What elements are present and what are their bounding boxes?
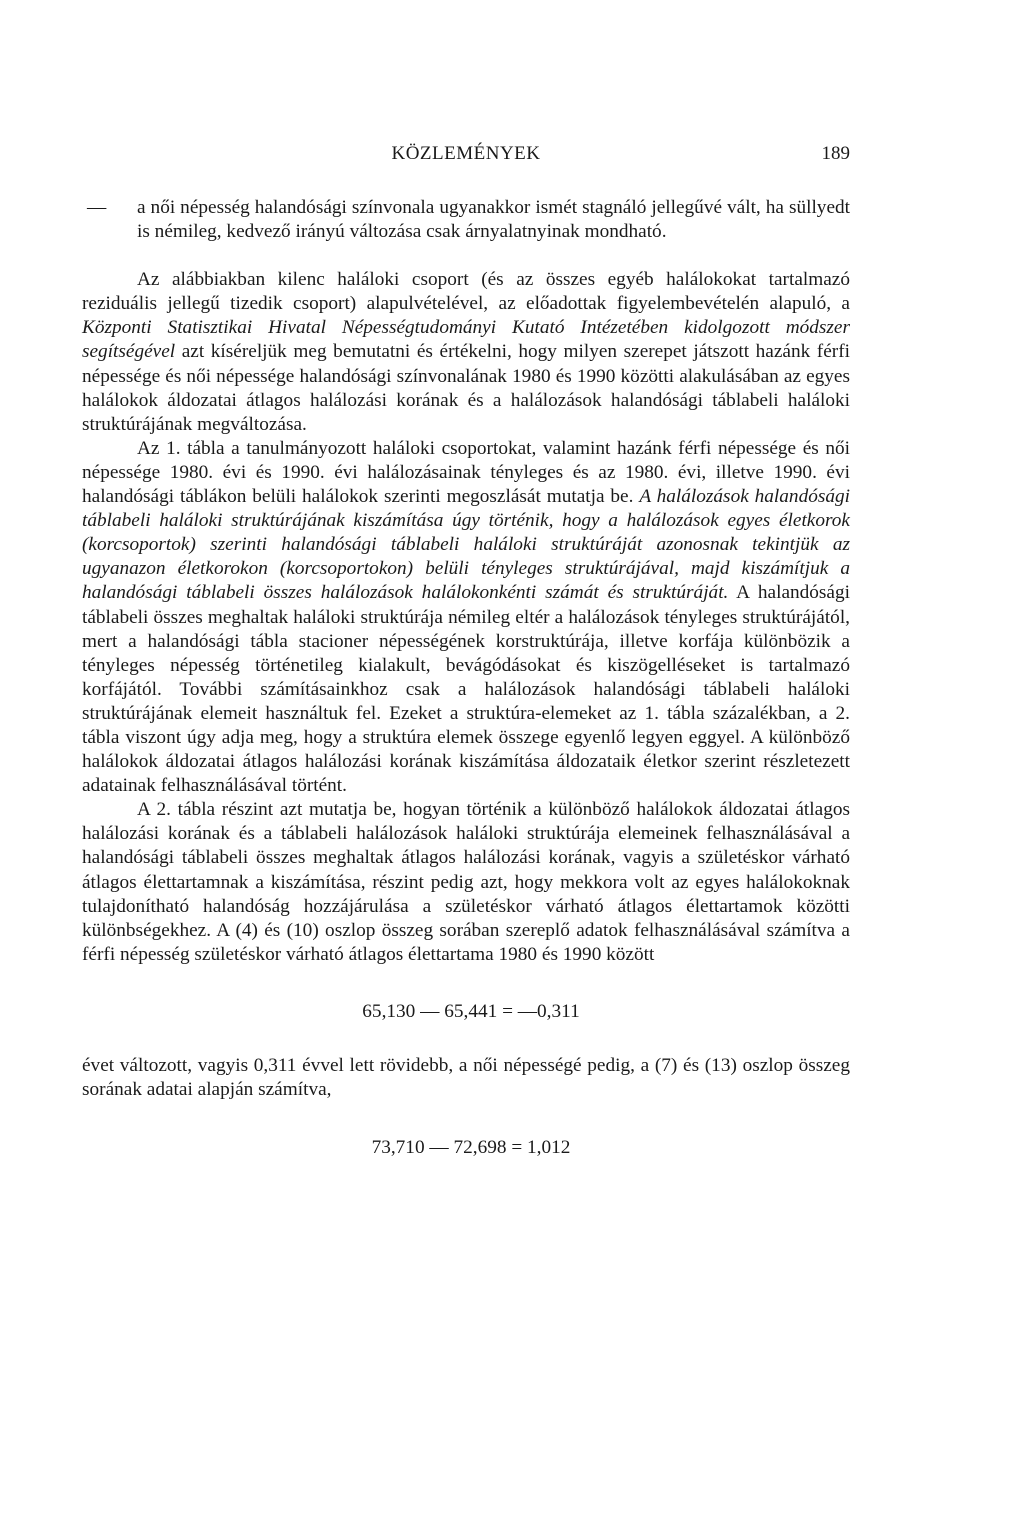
paragraph-1 <box>82 268 850 437</box>
paragraph-1-italic: Központi Statisztikai Hivatal Népességtudományi Kutató Intézetében kidolgozott módszer segítségével <box>82 317 850 363</box>
paragraph-1-text-b: azt kíséreljük meg bemutatni és értékelni, hogy milyen szerepet játszott hazánk férfi népessége és női népessége halandósági színvonalának 1980 és 1990 közötti alakulásában az egyes halálokok áldozatai átlagos halálozási korának és a halálozások halandósági táblabeli haláloki struktúrájának megváltozása. <box>82 341 850 435</box>
paragraph-2 <box>82 437 850 798</box>
paragraph-2-text-b: A halandósági táblabeli összes meghaltak haláloki struktúrája némileg eltér a halálozások tényleges struktúrájától, mert a halandósági tábla stacioner népességének korstruktúrája, illetve korfája különbözik a tényleges népesség történetileg kialakult, bevágódásokat és kiszögelléseket is tartalmazó korfájától. További számításainkhoz csak a halálozások halandósági táblabeli haláloki struktúrájának elemeit használtuk fel. Ezeket a struktúra-elemeket az 1. tábla százalékban, a 2. tábla viszont úgy adja meg, hogy a struktúra elemek összege egyenlő legyen eggyel. A különböző halálokok áldozatai átlagos halálozási korának kiszámítása áldozataik életkor szerint részletezett adatainak felhasználásával történt. <box>82 582 850 797</box>
body-text <box>82 196 850 1160</box>
section-title: KÖZLEMÉNYEK <box>391 143 541 164</box>
bullet-text: a női népesség halandósági színvonala ugyanakkor ismét stagnáló jellegűvé vált, ha süllyedt is némileg, kedvező irányú változása csak árnyalatnyinak mondható. <box>137 197 850 243</box>
paragraph-4-text: évet változott, vagyis 0,311 évvel lett rövidebb, a női népességé pedig, a (7) és (13) oszlop összeg sorának adatai alapján számítva, <box>82 1055 850 1101</box>
page-number: 189 <box>821 143 850 164</box>
paragraph-4 <box>82 1054 850 1102</box>
paragraph-3-text: A 2. tábla részint azt mutatja be, hogyan történik a különböző halálokok áldozatai átlagos halálozási korának és a táblabeli halálozások haláloki struktúrája elemeinek felhasználásával a halandósági táblabeli összes meghaltak átlagos halálozási korának, vagyis a születéskor várható átlagos élettartamnak a kiszámítása, részint pedig azt, hogy mekkora volt az egyes halálokoknak tulajdonítható halandóság hozzájárulása a születéskor várható átlagos élettartamok közötti különbségekhez. A (4) és (10) oszlop összeg sorában szereplő adatok felhasználásával számítva a férfi népesség születéskor várható átlagos élettartama 1980 és 1990 között <box>82 799 850 965</box>
paragraph-3 <box>82 798 850 967</box>
paragraph-1-text-a: Az alábbiakban kilenc haláloki csoport (és az összes egyéb halálokokat tartalmazó reziduális jellegű tizedik csoport) alapulvételével, az előadottak figyelembevételén alapuló, a <box>82 269 850 315</box>
paragraph-2-italic: A halálozások halandósági táblabeli haláloki struktúrájának kiszámítása úgy történik, hogy a halálozások egyes életkorok (korcsoportok) szerinti halandósági táblabeli haláloki struktúráját azonosnak tekintjük az ugyanazon életkorokon (korcsoportokon) belüli tényleges struktúrájával, majd kiszámítjuk a halandósági táblabeli összes halálozások halálokonkénti számát és struktúráját. <box>82 486 850 604</box>
equation-2: 73,710 — 72,698 = 1,012 <box>371 1137 571 1159</box>
equation-1: 65,130 — 65,441 = —0,311 <box>362 1000 580 1022</box>
running-header <box>82 143 850 171</box>
paragraph-2-text-a: Az 1. tábla a tanulmányozott haláloki csoportokat, valamint hazánk férfi népessége és női népessége 1980. évi és 1990. évi halálozásainak tényleges és az 1980. évi, illetve 1990. évi halandósági táblákon belüli halálokok szerinti megoszlását mutatja be. <box>82 437 850 508</box>
bullet-item <box>82 196 850 244</box>
bullet-dash: — <box>87 197 107 218</box>
